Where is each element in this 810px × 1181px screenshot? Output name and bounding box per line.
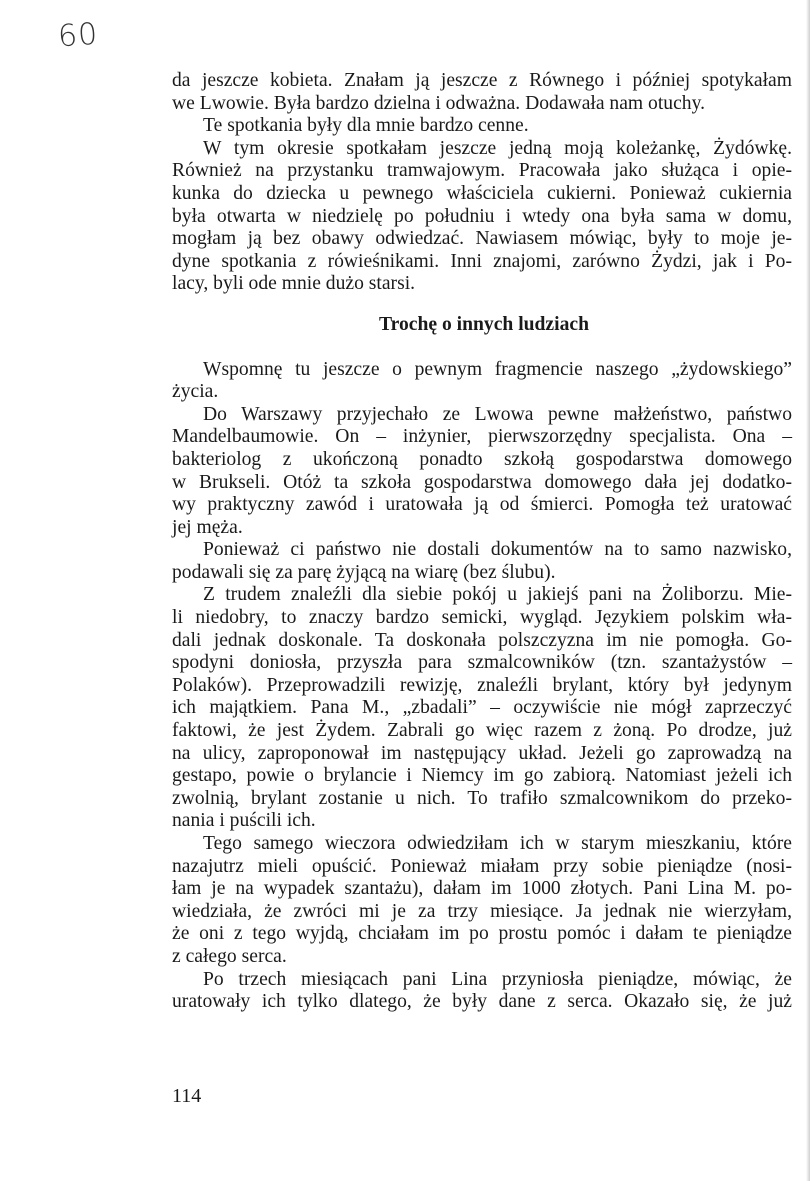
paragraph xyxy=(172,138,792,296)
text-line: kunka do dziecka u pewnego właściciela cukierni. Ponieważ cukiernia xyxy=(172,182,792,204)
text-line: Również na przystanku tramwajowym. Pracowała jako służąca i opie- xyxy=(172,160,792,182)
text-line: życia. xyxy=(172,381,219,403)
text-line: zwolnią, brylant zostanie u nich. To trafiło szmalcownikom do przeko- xyxy=(172,787,792,809)
text-line: wy praktyczny zawód i uratowała ją od śmierci. Pomogła też uratować xyxy=(172,494,792,516)
text-line: lacy, byli ode mnie dużo starsi. xyxy=(172,273,416,295)
text-line: na ulicy, zaproponował im następujący układ. Jeżeli go zaprowadzą na xyxy=(172,742,792,764)
text-line: Po trzech miesiącach pani Lina przyniosła pieniądze, mówiąc, że xyxy=(203,968,792,990)
text-line: wiedziała, że zwróci mi je za trzy miesiące. Ja jednak nie wierzyłam, xyxy=(172,900,792,922)
text-line: dali jednak doskonale. Ta doskonała polszczyzna im nie pomogła. Go- xyxy=(172,629,792,651)
text-line: W tym okresie spotkałam jeszcze jedną moją koleżankę, Żydówkę. xyxy=(203,137,792,159)
text-line: w Brukseli. Otóż ta szkoła gospodarstwa domowego dała jej dodatko- xyxy=(172,471,792,493)
paragraph xyxy=(172,969,792,1014)
text-line: z całego serca. xyxy=(172,945,287,967)
text-line: gestapo, powie o brylancie i Niemcy im go zabiorą. Natomiast jeżeli ich xyxy=(172,765,792,787)
text-line: bakteriolog z ukończoną ponadto szkołą gospodarstwa domowego xyxy=(172,448,792,470)
paragraph xyxy=(172,115,792,138)
text-line: uratowały ich tylko dlatego, że były dane z serca. Okazało się, że już xyxy=(172,991,792,1013)
paragraphs-before-heading xyxy=(172,70,792,296)
text-line: że oni z tego wyjdą, chciałam im po prostu pomóc i dałam te pieniądze xyxy=(172,923,792,945)
text-line: była otwarta w niedzielę po południu i wtedy ona była sama w domu, xyxy=(172,205,792,227)
text-line: podawali się za parę żyjącą na wiarę (bez ślubu). xyxy=(172,561,556,583)
text-line: ich majątkiem. Pana M., „zbadali” – oczywiście nie mógł zaprzeczyć xyxy=(172,697,792,719)
text-line: Tego samego wieczora odwiedziłam ich w starym mieszkaniu, które xyxy=(203,833,792,854)
handwritten-page-mark: 60 xyxy=(56,16,100,55)
text-line: łam je na wypadek szantażu), dałam im 1000 złotych. Pani Lina M. po- xyxy=(172,878,792,900)
text-line: Te spotkania były dla mnie bardzo cenne. xyxy=(203,115,529,137)
text-line: li niedobry, to znaczy bardzo semicki, wygląd. Językiem polskim wła- xyxy=(172,607,792,629)
text-line: Ponieważ ci państwo nie dostali dokumentów na to samo nazwisko, xyxy=(203,539,792,561)
text-line: mogłam ją bez obawy odwiedzać. Nawiasem mówiąc, były to moje je- xyxy=(172,228,792,250)
text-line: faktowi, że jest Żydem. Zabrali go więc razem z żoną. Po drodze, już xyxy=(172,720,792,742)
section-heading: Trochę o innych ludziach xyxy=(379,313,589,335)
text-line: dyne spotkania z rówieśnikami. Inni znajomi, zarówno Żydzi, jak i Po- xyxy=(172,250,792,272)
text-line: nania i puścili ich. xyxy=(172,810,316,832)
text-line: spodyni doniosła, przyszła para szmalcowników (tzn. szantażystów – xyxy=(172,652,792,674)
paragraph xyxy=(172,359,792,404)
text-line: Mandelbaumowie. On – inżynier, pierwszorzędny specjalista. Ona – xyxy=(172,426,792,448)
page-number: 114 xyxy=(172,1085,202,1107)
text-line: Do Warszawy przyjechało ze Lwowa pewne małżeństwo, państwo xyxy=(203,403,792,425)
paragraph xyxy=(172,539,792,584)
text-line: Wspomnę tu jeszcze o pewnym fragmencie naszego „żydowskiego” xyxy=(203,358,792,380)
paragraph xyxy=(172,404,792,540)
text-line: we Lwowie. Była bardzo dzielna i odważna. Dodawała nam otuchy. xyxy=(172,92,706,114)
text-line: nazajutrz mieli opuścić. Ponieważ miałam przy sobie pieniądze (nosi- xyxy=(172,855,792,877)
paragraphs-after-heading xyxy=(172,359,792,1014)
text-line: jej męża. xyxy=(172,516,243,538)
paragraph xyxy=(172,70,792,115)
text-line: Z trudem znaleźli dla siebie pokój u jakiejś pani na Żoliborzu. Mie- xyxy=(203,584,792,606)
body-text xyxy=(172,70,792,1014)
paragraph xyxy=(172,833,792,969)
text-line: Polaków). Przeprowadzili rewizję, znaleźli brylant, który był jedynym xyxy=(172,674,792,696)
text-line: da jeszcze kobieta. Znałam ją jeszcze z Równego i później spotykałam xyxy=(172,70,792,91)
page-edge-shadow xyxy=(806,0,810,1181)
paragraph xyxy=(172,584,792,833)
